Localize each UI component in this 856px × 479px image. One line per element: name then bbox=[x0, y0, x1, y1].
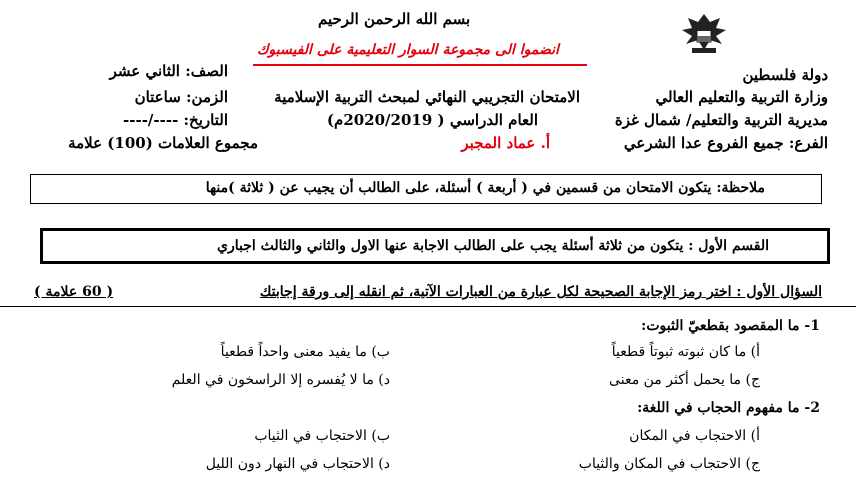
item2-option-d[interactable]: د) الاحتجاب في النهار دون الليل bbox=[205, 456, 390, 472]
item1-option-d[interactable]: د) ما لا يُفسره إلا الراسخون في العلم bbox=[171, 372, 390, 388]
palestine-emblem-icon bbox=[678, 10, 730, 56]
exam-title: الامتحان التجريبي النهائي لمبحث التربية الإسلامية bbox=[274, 88, 580, 106]
note-box bbox=[30, 174, 822, 204]
question1-marks: ( 60 علامة ) bbox=[34, 284, 114, 300]
header-branch: الفرع: جميع الفروع عدا الشرعي bbox=[623, 134, 828, 152]
grade-label: الصف: الثاني عشر bbox=[109, 62, 228, 80]
section-box bbox=[40, 228, 830, 264]
item2-option-c[interactable]: ج) الاحتجاب في المكان والثياب bbox=[578, 456, 760, 472]
section-text: القسم الأول : يتكون من ثلاثة أسئلة يجب على الطالب الاجابة عنها الاول والثاني والثالث اجباري bbox=[217, 238, 769, 254]
header-state: دولة فلسطين bbox=[742, 66, 828, 84]
time-label: الزمن: ساعتان bbox=[134, 88, 228, 106]
question1-title: السؤال الأول : اختر رمز الإجابة الصحيحة لكل عبارة من العبارات الآتية، ثم انقله إلى ورقة إجابتك bbox=[259, 284, 822, 300]
item2-option-b[interactable]: ب) الاحتجاب في الثياب bbox=[254, 428, 390, 444]
item1-option-b[interactable]: ب) ما يفيد معنى واحداً قطعياً bbox=[220, 344, 390, 360]
item1-option-a[interactable]: أ) ما كان ثبوته ثبوتاً قطعياً bbox=[611, 344, 760, 360]
divider-line bbox=[0, 306, 856, 307]
header-directorate: مديرية التربية والتعليم/ شمال غزة bbox=[614, 111, 828, 129]
academic-year: العام الدراسي ( 2020/2019م) bbox=[326, 111, 538, 129]
date-label: التاريخ: ----/---- bbox=[123, 111, 228, 129]
item1-option-c[interactable]: ج) ما يحمل أكثر من معنى bbox=[609, 372, 760, 388]
banner-underline bbox=[253, 64, 587, 66]
teacher-name: أ. عماد المجبر bbox=[461, 134, 550, 152]
total-marks: مجموع العلامات (100) علامة bbox=[68, 134, 258, 152]
facebook-group-banner[interactable]: انضموا الى مجموعة السوار التعليمية على الفيسبوك bbox=[257, 42, 559, 58]
note-text: ملاحظة: يتكون الامتحان من قسمين في ( أربعة ) أسئلة، على الطالب أن يجيب عن ( ثلاثة )منها bbox=[205, 180, 765, 196]
item1-stem: 1- ما المقصود بقطعيّ الثبوت: bbox=[641, 318, 820, 334]
item2-option-a[interactable]: أ) الاحتجاب في المكان bbox=[629, 428, 760, 444]
header-ministry: وزارة التربية والتعليم العالي bbox=[655, 88, 828, 106]
item2-stem: 2- ما مفهوم الحجاب في اللغة: bbox=[637, 400, 820, 416]
basmala: بسم الله الرحمن الرحيم bbox=[318, 10, 471, 28]
